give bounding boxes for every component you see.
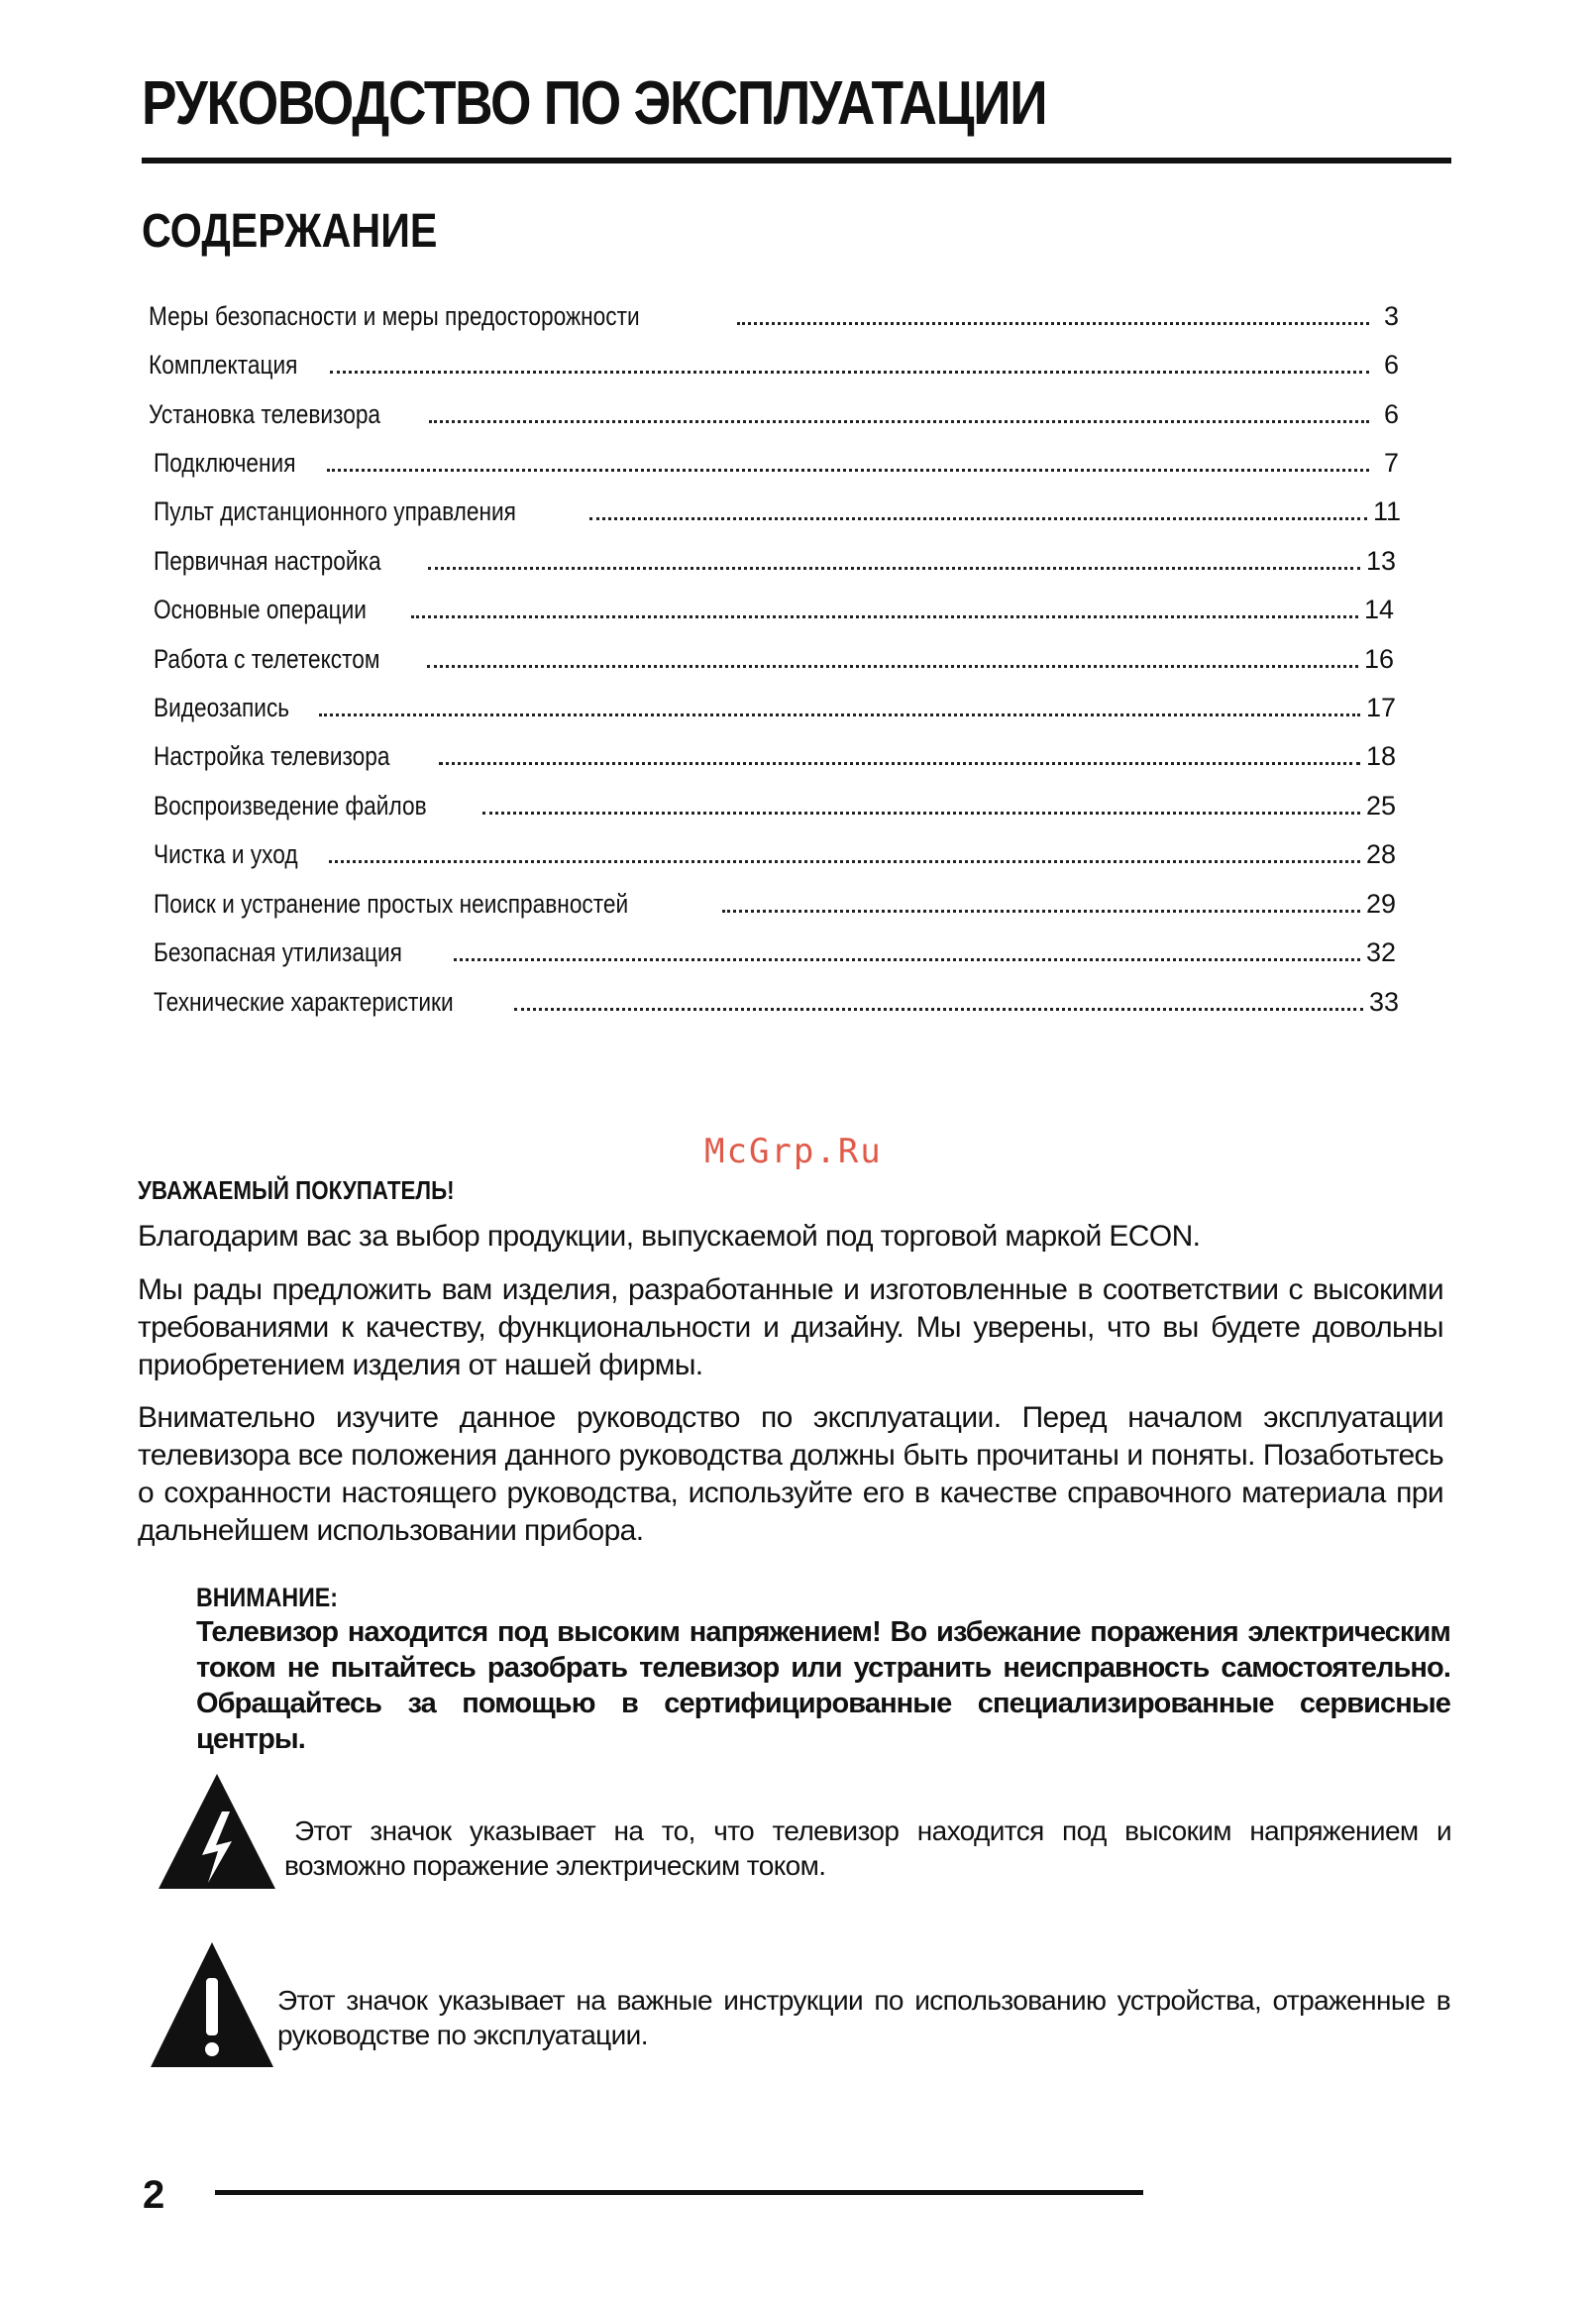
- toc-entry[interactable]: [154, 884, 1396, 918]
- toc-entry[interactable]: [154, 982, 1399, 1016]
- symbol-description: Этот значок указывает на важные инструкции по использованию устройства, отраженные в руководстве по эксплуатации.: [277, 1985, 1450, 2050]
- toc-leader-dots: [439, 762, 1360, 765]
- lightning-warning-icon: [157, 1772, 277, 1891]
- toc-leader-dots: [429, 420, 1369, 423]
- toc-entry-label: Работа с телетекстом: [154, 644, 380, 674]
- toc-entry[interactable]: [154, 933, 1396, 966]
- toc-leader-dots: [327, 469, 1369, 472]
- toc-entry-page: 29: [1365, 889, 1396, 919]
- toc-entry-page: 32: [1365, 937, 1396, 967]
- toc-entry[interactable]: [154, 639, 1394, 673]
- toc-entry-label: Подключения: [154, 448, 296, 478]
- toc-leader-dots: [319, 713, 1360, 716]
- page-title: РУКОВОДСТВО ПО ЭКСПЛУАТАЦИИ: [142, 69, 1047, 138]
- toc-entry-label: Поиск и устранение простых неисправностей: [154, 889, 629, 919]
- toc-leader-dots: [514, 1008, 1363, 1011]
- toc-entry[interactable]: [154, 834, 1396, 868]
- toc-heading: СОДЕРЖАНИЕ: [142, 205, 438, 258]
- symbol-description: Этот значок указывает на то, что телевизор находится под высоким напряжением и возможно поражение электрическим током.: [284, 1815, 1451, 1881]
- toc-entry-page: 17: [1365, 693, 1396, 722]
- intro-paragraph: Благодарим вас за выбор продукции, выпускаемой под торговой маркой ECON.: [138, 1220, 1201, 1253]
- toc-entry[interactable]: [149, 296, 1399, 330]
- intro-paragraph: Мы рады предложить вам изделия, разработанные и изготовленные в соответствии с высокими требованиями к качеству, функциональности и дизайну. Мы уверены, что вы будете довольны приобретением изделия от нашей фирмы.: [138, 1273, 1443, 1381]
- toc-entry-label: Чистка и уход: [154, 839, 298, 869]
- toc-entry[interactable]: [154, 443, 1399, 477]
- exclamation-warning-icon: [149, 1940, 275, 2069]
- toc-leader-dots: [589, 517, 1367, 520]
- toc-entry[interactable]: [149, 345, 1399, 379]
- toc-entry-label: Пульт дистанционного управления: [154, 496, 516, 526]
- toc-entry-page: 18: [1365, 741, 1396, 771]
- warning-text: Телевизор находится под высоким напряжением! Во избежание поражения электрическим током не пытайтесь разобрать телевизор или устранить неисправность самостоятельно. Обращайтесь за помощью в сертифицированные специализированные сервисные центры.: [196, 1616, 1450, 1755]
- warning-label: ВНИМАНИЕ:: [196, 1583, 339, 1612]
- toc-leader-dots: [482, 812, 1360, 815]
- toc-entry-page: 6: [1383, 399, 1399, 429]
- footer-divider: [215, 2190, 1143, 2195]
- toc-entry[interactable]: [154, 786, 1396, 820]
- toc-leader-dots: [329, 860, 1360, 863]
- toc-entry-page: 6: [1383, 350, 1399, 380]
- toc-leader-dots: [427, 665, 1358, 668]
- toc-entry-label: Технические характеристики: [154, 987, 454, 1017]
- toc-entry-label: Комплектация: [149, 350, 298, 380]
- toc-leader-dots: [411, 615, 1358, 618]
- title-divider: [142, 158, 1451, 164]
- toc-entry[interactable]: [154, 541, 1396, 575]
- toc-leader-dots: [722, 910, 1359, 913]
- toc-leader-dots: [737, 322, 1369, 325]
- toc-entry-label: Видеозапись: [154, 693, 290, 722]
- page-number: 2: [143, 2173, 165, 2217]
- toc-entry-page: 13: [1365, 546, 1396, 576]
- toc-entry-label: Воспроизведение файлов: [154, 791, 427, 821]
- toc-entry[interactable]: [154, 590, 1394, 623]
- toc-entry-page: 11: [1372, 496, 1401, 526]
- toc-entry-label: Безопасная утилизация: [154, 937, 402, 967]
- toc-entry[interactable]: [149, 394, 1399, 428]
- toc-entry-page: 25: [1365, 791, 1396, 821]
- toc-entry-page: 28: [1365, 839, 1396, 869]
- intro-paragraph: Внимательно изучите данное руководство по эксплуатации. Перед началом эксплуатации телевизора все положения данного руководства должны быть прочитаны и поняты. Позаботьтесь о сохранности настоящего руководства, используйте его в качестве справочного материала при дальнейшем использовании прибора.: [138, 1401, 1443, 1547]
- toc-entry-label: Установка телевизора: [149, 399, 381, 429]
- toc-leader-dots: [330, 371, 1369, 374]
- toc-entry-page: 16: [1363, 644, 1394, 674]
- toc-entry-page: 3: [1383, 301, 1399, 331]
- watermark: McGrp.Ru: [704, 1132, 883, 1171]
- toc-leader-dots: [454, 958, 1360, 961]
- toc-entry-page: 33: [1368, 987, 1399, 1017]
- toc-entry-label: Настройка телевизора: [154, 741, 390, 771]
- toc-entry-label: Основные операции: [154, 595, 367, 624]
- toc-entry[interactable]: [154, 736, 1396, 770]
- toc-entry[interactable]: [154, 492, 1401, 525]
- toc-entry-page: 14: [1363, 595, 1394, 624]
- toc-entry[interactable]: [154, 688, 1396, 721]
- toc-entry-page: 7: [1383, 448, 1399, 478]
- toc-entry-label: Меры безопасности и меры предосторожности: [149, 301, 640, 331]
- toc-entry-label: Первичная настройка: [154, 546, 381, 576]
- greeting-heading: УВАЖАЕМЫЙ ПОКУПАТЕЛЬ!: [138, 1175, 455, 1205]
- toc-leader-dots: [428, 567, 1360, 570]
